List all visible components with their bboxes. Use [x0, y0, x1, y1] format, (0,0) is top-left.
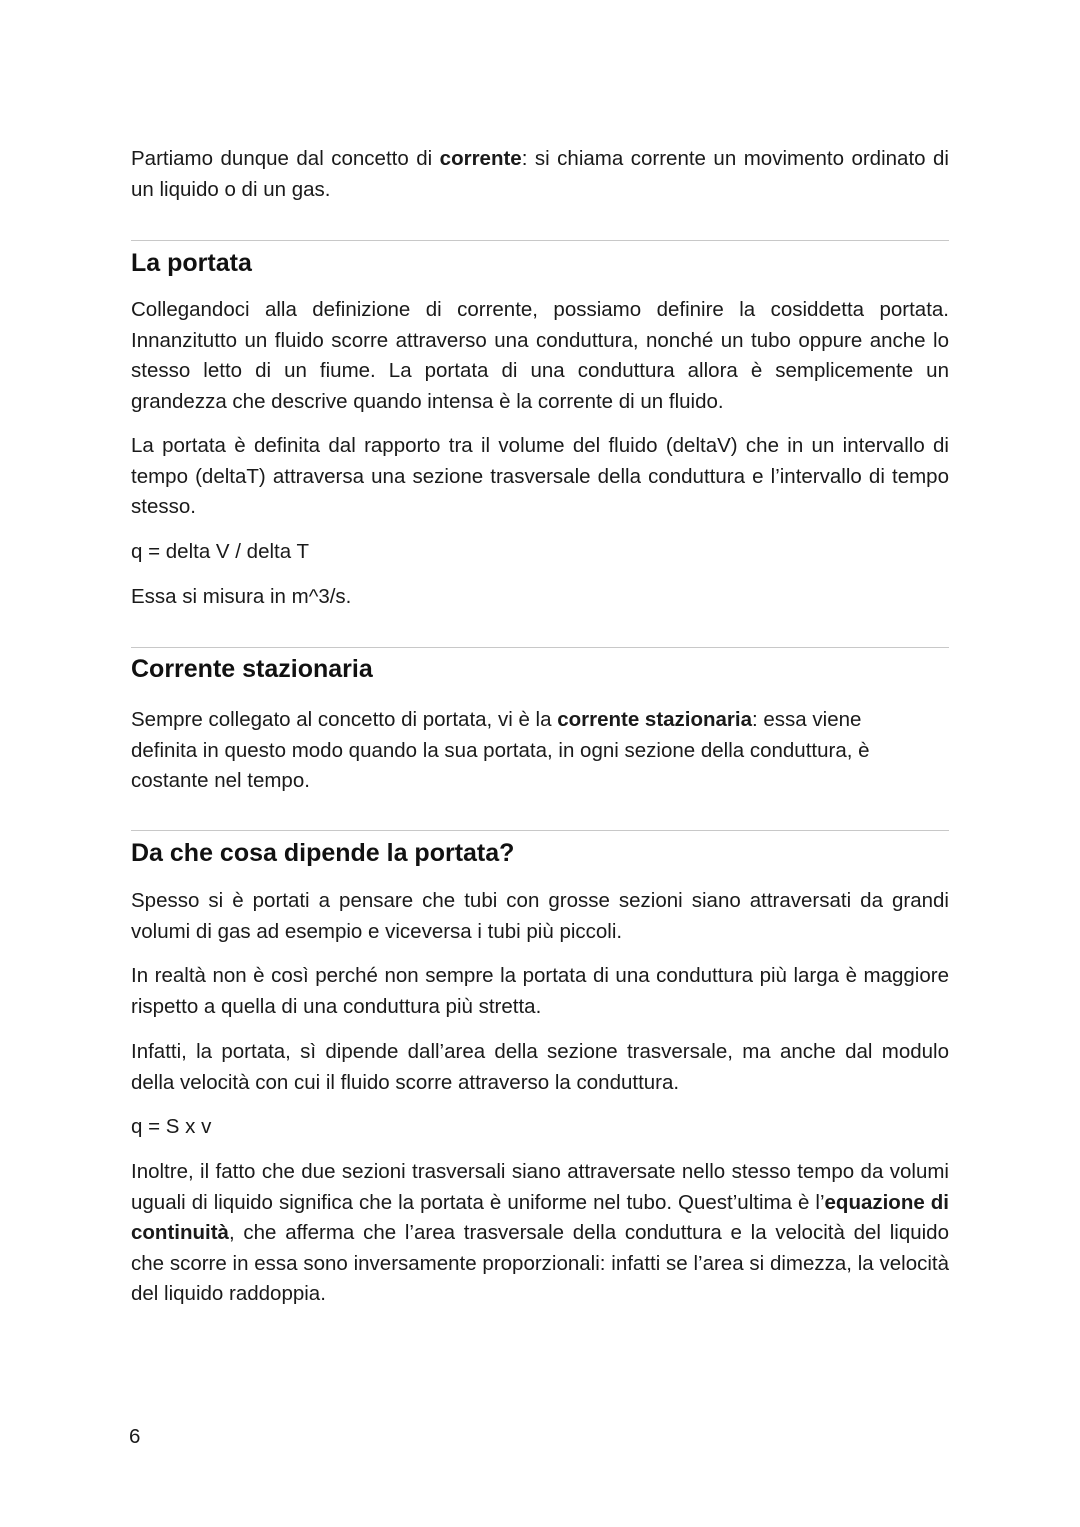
section-divider	[131, 647, 949, 648]
portata-paragraph-2: La portata è definita dal rapporto tra il volume del fluido (deltaV) che in un intervallo di tempo (deltaT) attraversa una sezione trasversale della conduttura e l’intervallo di tempo stesso.	[131, 434, 949, 519]
intro-paragraph: Partiamo dunque dal concetto di corrente: si chiama corrente un movimento ordinato di un liquido o di un gas.	[131, 147, 949, 201]
page-number: 6	[129, 1425, 141, 1448]
dipende-paragraph-3: Infatti, la portata, sì dipende dall’area della sezione trasversale, ma anche dal modulo della velocità con cui il fluido scorre attraverso la conduttura.	[131, 1040, 949, 1094]
section-title-stazionaria: Corrente stazionaria	[131, 655, 373, 683]
stazionaria-paragraph: Sempre collegato al concetto di portata, vi è la corrente stazionaria: essa viene definita in questo modo quando la sua portata, in ogni sezione della conduttura, è costante nel tempo.	[131, 708, 870, 793]
dipende-paragraph-1: Spesso si è portati a pensare che tubi con grosse sezioni siano attraversati da grandi volumi di gas ad esempio e viceversa i tubi più piccoli.	[131, 889, 949, 943]
portata-formula: q = delta V / delta T	[131, 540, 309, 563]
term-corrente: corrente	[439, 147, 522, 170]
portata-unit-line: Essa si misura in m^3/s.	[131, 585, 352, 608]
section-title-portata: La portata	[131, 249, 252, 277]
section-title-dipende: Da che cosa dipende la portata?	[131, 839, 515, 867]
dipende-paragraph-2: In realtà non è così perché non sempre la portata di una conduttura più larga è maggiore rispetto a quella di una conduttura più stretta.	[131, 964, 949, 1018]
section-divider	[131, 830, 949, 831]
dipende-paragraph-4: Inoltre, il fatto che due sezioni trasversali siano attraversate nello stesso tempo da volumi uguali di liquido significa che la portata è uniforme nel tubo. Quest’ultima è l’equazione di continuità, che afferma che l’area trasversale della conduttura e la velocità del liquido che scorre in essa sono inversamente proporzionali: infatti se l’area si dimezza, la velocità del liquido raddoppia.	[131, 1160, 949, 1306]
term-equazione-continuita: equazione di continuità	[131, 1190, 949, 1245]
dipende-formula: q = S x v	[131, 1115, 212, 1138]
portata-paragraph-1: Collegandoci alla definizione di corrente, possiamo definire la cosiddetta portata. Innanzitutto un fluido scorre attraverso una conduttura, nonché un tubo oppure anche lo stesso letto di un fiume. La portata di una conduttura allora è semplicemente un grandezza che descrive quando intensa è la corrente di un fluido.	[131, 298, 949, 413]
term-corrente-stazionaria: corrente stazionaria	[557, 708, 753, 731]
section-divider	[131, 240, 949, 241]
